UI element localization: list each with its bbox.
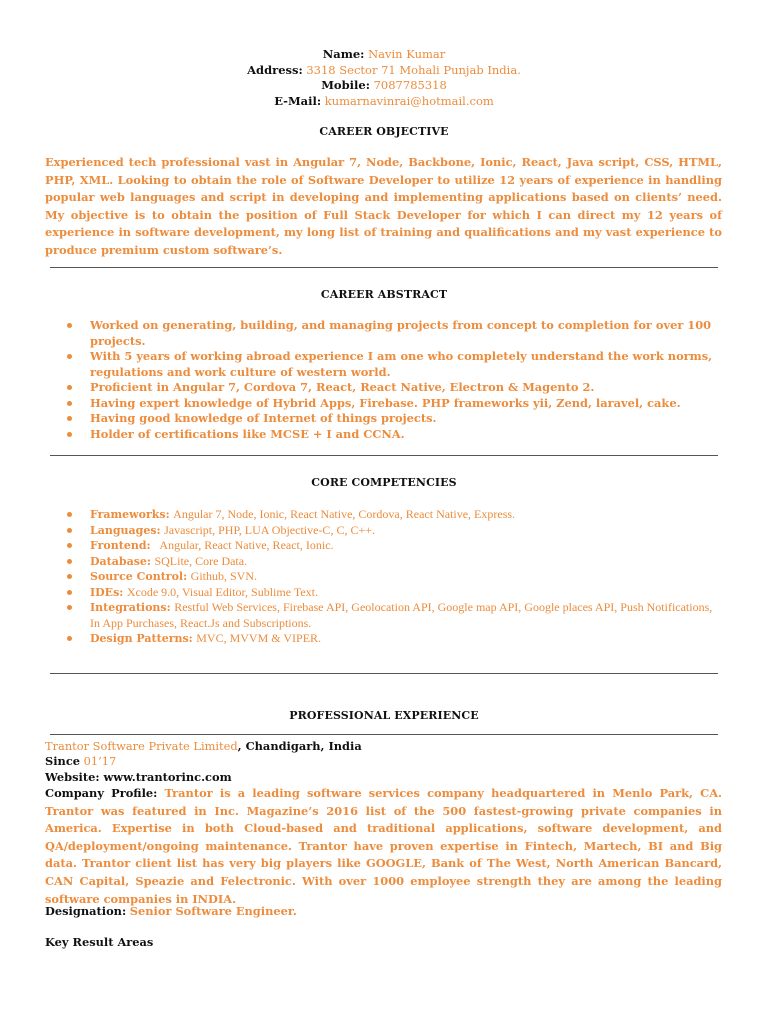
divider <box>50 673 718 674</box>
website-label: Website: <box>45 770 100 784</box>
core-competencies-list <box>45 507 725 647</box>
name-label: Name: <box>322 47 365 61</box>
divider <box>50 455 718 456</box>
core-competencies-title: CORE COMPETENCIES <box>311 476 457 489</box>
since-line <box>45 754 116 770</box>
designation-line <box>45 904 297 920</box>
list-item: Design Patterns: MVC, MVVM & VIPER. <box>45 631 725 647</box>
career-abstract-title: CAREER ABSTRACT <box>320 288 448 301</box>
address-line <box>0 63 768 79</box>
list-item: Holder of certifications like MCSE + I and CCNA. <box>45 427 725 443</box>
list-item: Source Control: Github, SVN. <box>45 569 725 585</box>
list-item: Frontend: Angular, React Native, React, Ionic. <box>45 538 725 554</box>
mobile-label: Mobile: <box>321 78 370 92</box>
key-result-areas-label: Key Result Areas <box>45 935 154 949</box>
list-item: Worked on generating, building, and managing projects from concept to completion for over 100 projects. <box>45 318 725 349</box>
bullet-icon <box>67 528 72 533</box>
mobile-value: 7087785318 <box>373 78 447 92</box>
mobile-line <box>0 78 768 94</box>
website-value[interactable]: www.trantorinc.com <box>103 770 232 784</box>
bullet-icon <box>67 354 72 359</box>
career-objective-text: Experienced tech professional vast in Angular 7, Node, Backbone, Ionic, React, Java script, CSS, HTML, PHP, XML. Looking to obtain the role of Software Developer to utilize 12 years of experience in handling popular web languages and script in developing and implementing applications based on clients’ need. My objective is to obtain the position of Full Stack Developer for which I can direct my 12 years of experience in software development, my long list of training and qualifications and my vast experience to produce premium custom software’s. <box>45 155 722 257</box>
bullet-icon <box>67 574 72 579</box>
name-line <box>0 47 768 63</box>
website-line <box>45 770 232 786</box>
list-item: Proficient in Angular 7, Cordova 7, React, React Native, Electron & Magento 2. <box>45 380 725 396</box>
company-name: Trantor Software Private Limited <box>45 739 238 753</box>
email-value[interactable]: kumarnavinrai@hotmail.com <box>324 94 494 108</box>
name-value: Navin Kumar <box>368 47 446 61</box>
address-value: 3318 Sector 71 Mohali Punjab India. <box>306 63 521 77</box>
bullet-icon <box>67 416 72 421</box>
company-profile-text: Trantor is a leading software services company headquartered in Menlo Park, CA. Trantor was featured in Inc. Magazine’s 2016 list of the 500 fastest-growing private companies in America. Expertise in both Cloud-based and traditional applications, software development, and QA/deployment/ongoing maintenance. Trantor have proven expertise in Fintech, Martech, BI and Big data. Trantor client list has very big players like GOOGLE, Bank of The West, North American Bancard, CAN Capital, Speazie and Felectronic. With over 1000 employee strength they are among the leading software companies in INDIA. <box>45 786 723 906</box>
list-item: Having good knowledge of Internet of things projects. <box>45 411 725 427</box>
bullet-icon <box>67 605 72 610</box>
list-item: Database: SQLite, Core Data. <box>45 554 725 570</box>
bullet-icon <box>67 590 72 595</box>
list-item: With 5 years of working abroad experience I am one who completely understand the work norms, regulations and work culture of western world. <box>45 349 725 380</box>
list-item: Having expert knowledge of Hybrid Apps, Firebase. PHP frameworks yii, Zend, laravel, cake. <box>45 396 725 412</box>
list-item: IDEs: Xcode 9.0, Visual Editor, Sublime Text. <box>45 585 725 601</box>
bullet-icon <box>67 559 72 564</box>
designation-value: Senior Software Engineer. <box>129 904 297 918</box>
since-value: 01’17 <box>83 754 117 768</box>
list-item: Frameworks: Angular 7, Node, Ionic, React Native, Cordova, React Native, Express. <box>45 507 725 523</box>
company-profile-label: Company Profile: <box>45 786 158 800</box>
designation-label: Designation: <box>45 904 127 918</box>
bullet-icon <box>67 636 72 641</box>
divider <box>50 734 718 735</box>
since-label: Since <box>45 754 81 768</box>
bullet-icon <box>67 385 72 390</box>
company-location: , Chandigarh, India <box>237 739 362 753</box>
career-objective-title: CAREER OBJECTIVE <box>319 125 449 138</box>
bullet-icon <box>67 323 72 328</box>
career-abstract-list <box>45 318 725 442</box>
bullet-icon <box>67 432 72 437</box>
email-label: E-Mail: <box>274 94 322 108</box>
address-label: Address: <box>247 63 303 77</box>
list-item: Integrations: Restful Web Services, Firebase API, Geolocation API, Google map API, Google places API, Push Notifications, In App Purchases, React.Js and Subscriptions. <box>45 600 725 631</box>
email-line <box>0 94 768 110</box>
divider <box>50 267 718 268</box>
bullet-icon <box>67 543 72 548</box>
professional-experience-title: PROFESSIONAL EXPERIENCE <box>289 709 479 722</box>
company-profile <box>45 785 722 908</box>
list-item: Languages: Javascript, PHP, LUA Objective-C, C, C++. <box>45 523 725 539</box>
bullet-icon <box>67 512 72 517</box>
bullet-icon <box>67 401 72 406</box>
company-line <box>45 739 362 755</box>
